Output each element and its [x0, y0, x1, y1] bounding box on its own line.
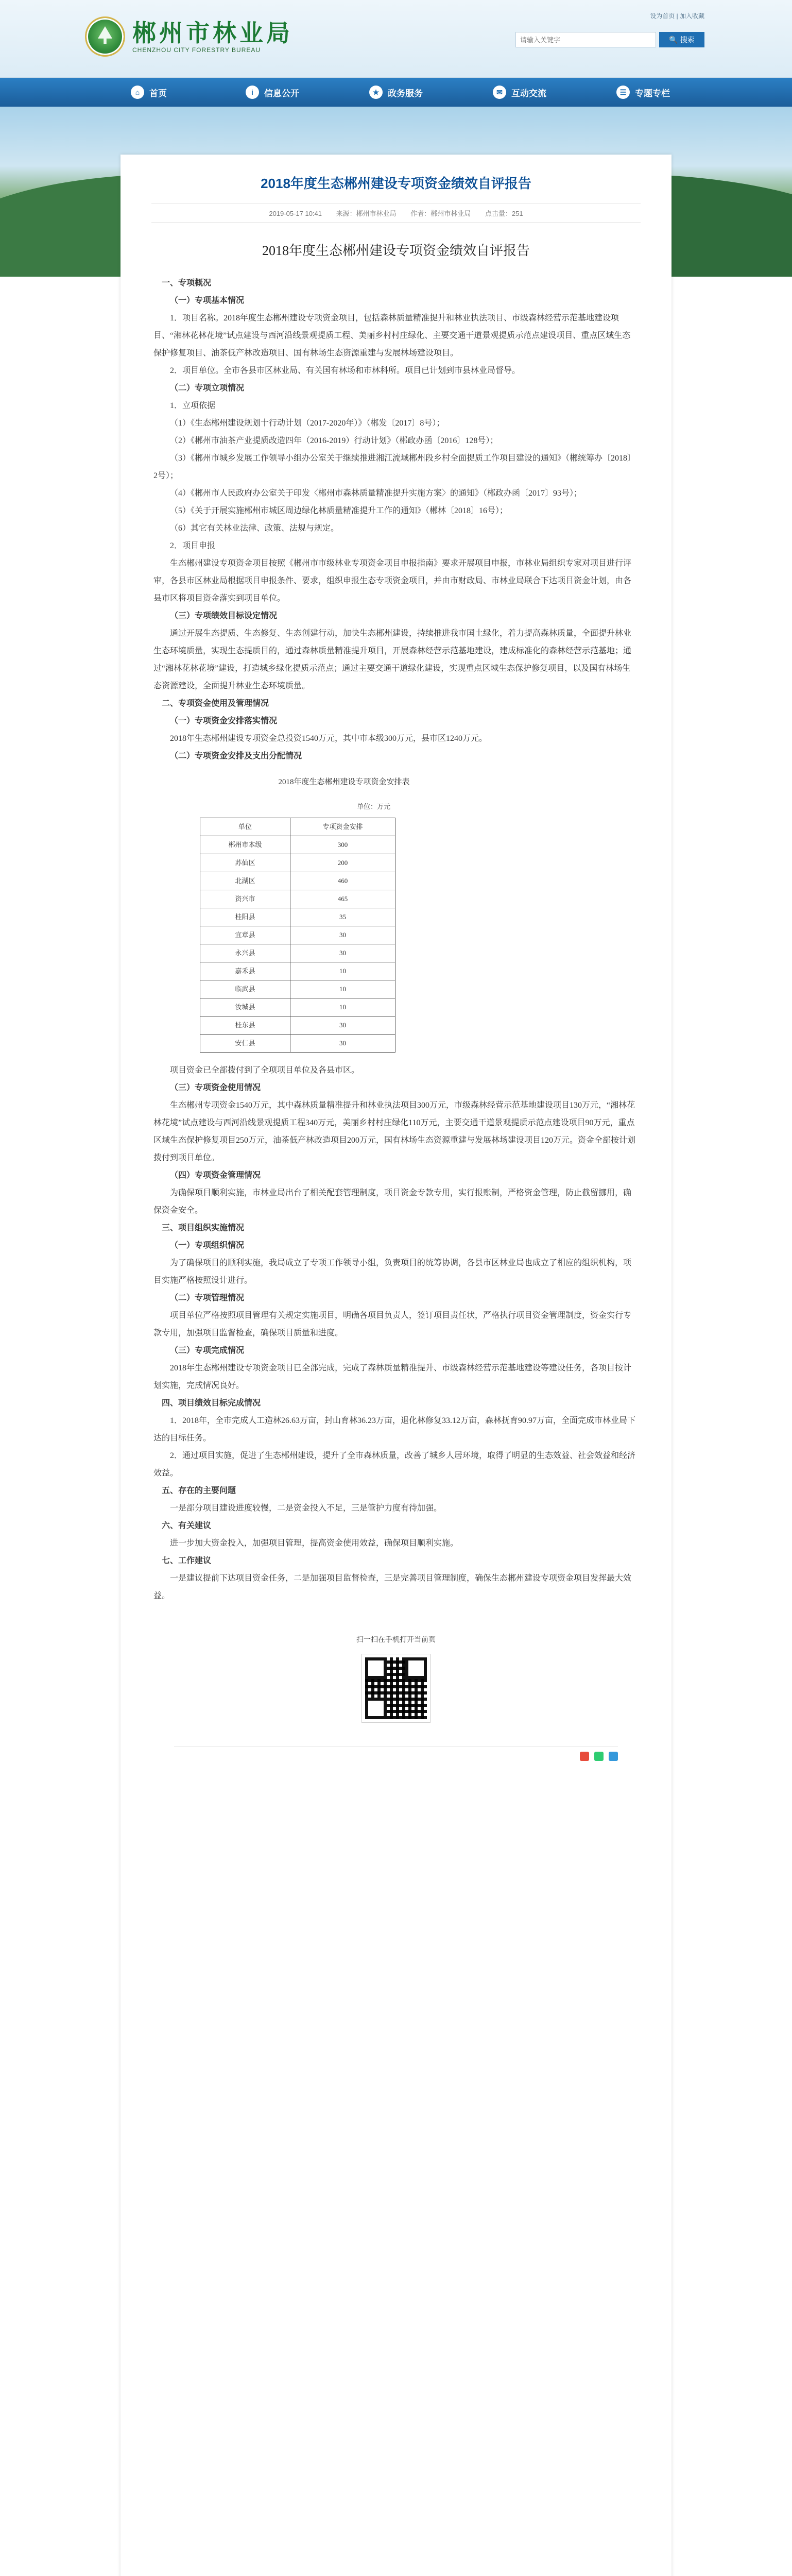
paragraph: 2018年生态郴州建设专项资金总投资1540万元，其中市本级300万元，县市区1240万元。: [170, 734, 488, 743]
table-cell: 460: [290, 872, 395, 890]
wechat-share-icon[interactable]: [594, 1752, 604, 1761]
home-icon: ⌂: [131, 86, 144, 99]
section-heading: （二）专项资金安排及支出分配情况: [170, 752, 302, 760]
table-header: 单位: [200, 818, 290, 836]
info-icon: i: [246, 86, 259, 99]
paragraph: 2．项目单位。全市各县市区林业局、有关国有林场和市林科所。项目已计划到市县林业局督导。: [170, 366, 521, 375]
section-heading: （一）专项组织情况: [170, 1241, 245, 1250]
nav-item-info[interactable]: i 信息公开: [211, 78, 334, 107]
nav-item-service[interactable]: ★ 政务服务: [334, 78, 458, 107]
section-heading: 五、存在的主要问题: [162, 1486, 236, 1495]
table-row: [200, 872, 395, 890]
paragraph: 生态郴州建设专项资金项目按照《郴州市市级林业专项资金项目申报指南》要求开展项目申报，市林业局组织专家对项目进行评审，各县市区林业局根据项目申报条件、要求，组织申报生态专项资金项目，并由市财政局、市林业局联合下达项目资金计划，由各县市区将项目资金落实到项目单位。: [153, 559, 632, 603]
table-cell: 嘉禾县: [200, 962, 290, 980]
table-cell: 200: [290, 854, 395, 872]
header-links[interactable]: 设为首页 | 加入收藏: [650, 12, 704, 20]
table-unit: 单位：万元: [356, 803, 390, 810]
search-icon: 🔍: [669, 35, 678, 44]
paragraph: （3）《郴州市城乡发展工作领导小组办公室关于继续推进湘江流域郴州段乡村全面提质工作项目建设的通知》（郴统筹办〔2018〕2号）；: [153, 454, 636, 480]
chat-icon: ✉: [493, 86, 506, 99]
section-heading: 三、项目组织实施情况: [162, 1224, 245, 1232]
section-heading: 六、有关建议: [162, 1521, 212, 1530]
funds-table: [200, 818, 395, 1053]
paragraph: 2．项目申报: [170, 541, 216, 550]
table-row: [200, 890, 395, 908]
table-cell: 30: [290, 1035, 395, 1053]
section-heading: （一）专项基本情况: [170, 296, 245, 305]
article-author: 作者：郴州市林业局: [410, 210, 471, 217]
nav-item-home[interactable]: ⌂ 首页: [87, 78, 211, 107]
table-cell: 宜章县: [200, 926, 290, 944]
paragraph: （5）《关于开展实施郴州市城区周边绿化林质量精准提升工作的通知》（郴林〔2018〕16号）；: [170, 506, 508, 515]
table-cell: 30: [290, 944, 395, 962]
table-row: [200, 854, 395, 872]
paragraph: 通过开展生态提质、生态修复、生态创建行动，加快生态郴州建设，持续推进我市国土绿化，着力提高森林质量，全面提升林业生态环境质量，实现生态提质目的，通过森林质量精准提升项目，开展森林经营示范基地建设，建成标准化的森林经营示范基地；通过“湘林花林花境”建设，打造城乡绿化提质示范点；通过主要交通干道绿化建设，实现重点区域生态保护修复项目，以及国有林场生态资源建设，全面提升林业生态环境质量。: [153, 629, 632, 690]
table-cell: 汝城县: [200, 998, 290, 1016]
table-cell: 临武县: [200, 980, 290, 998]
site-name: 郴州市林业局: [132, 20, 293, 46]
table-row: [200, 926, 395, 944]
service-icon: ★: [369, 86, 383, 99]
article-views: 点击量：251: [485, 210, 523, 217]
table-cell: 资兴市: [200, 890, 290, 908]
paragraph: 1．项目名称。2018年度生态郴州建设专项资金项目，包括森林质量精准提升和林业执法项目、市级森林经营示范基地建设项目、“湘林花林花境”试点建设与西河沿线景观提质工程、美丽乡村村庄绿化、主要交通干道景观提质示范点建设项目、重点区域生态保护修复项目、油茶低产林改造项目、国有林场生态资源重建与发展林场建设项目。: [153, 314, 631, 358]
site-header: [0, 0, 792, 78]
search-input[interactable]: [515, 32, 656, 47]
table-cell: 北湖区: [200, 872, 290, 890]
qzone-share-icon[interactable]: [609, 1752, 618, 1761]
table-cell: 30: [290, 926, 395, 944]
paragraph: 2．通过项目实施，促进了生态郴州建设，提升了全市森林质量，改善了城乡人居环境，取得了明显的生态效益、社会效益和经济效益。: [153, 1451, 636, 1478]
section-heading: （三）专项资金使用情况: [170, 1083, 261, 1092]
article-meta: [151, 204, 641, 223]
weibo-share-icon[interactable]: [580, 1752, 589, 1761]
search-bar: [515, 32, 704, 47]
section-heading: （四）专项资金管理情况: [170, 1171, 261, 1180]
document-title: 2018年度生态郴州建设专项资金绩效自评报告: [262, 243, 530, 258]
article-source: 来源：郴州市林业局: [336, 210, 397, 217]
site-logo[interactable]: [85, 16, 293, 57]
table-caption: 2018年度生态郴州建设专项资金安排表: [278, 778, 410, 786]
section-heading: 一、专项概况: [162, 279, 212, 287]
section-heading: （二）专项管理情况: [170, 1294, 245, 1302]
paragraph: 为确保项目顺利实施，市林业局出台了相关配套管理制度，项目资金专款专用，实行报账制，严格资金管理，防止截留挪用，确保资金安全。: [153, 1189, 632, 1215]
paragraph: 一是建议提前下达项目资金任务，二是加强项目监督检查，三是完善项目管理制度，确保生态郴州建设专项资金项目发挥最大效益。: [153, 1574, 632, 1600]
table-cell: 10: [290, 980, 395, 998]
table-row: [200, 962, 395, 980]
table-cell: 安仁县: [200, 1035, 290, 1053]
table-cell: 郴州市本级: [200, 836, 290, 854]
nav-item-topics[interactable]: ☰ 专题专栏: [581, 78, 705, 107]
qr-section: [153, 1631, 639, 1722]
nav-item-interact[interactable]: ✉ 互动交流: [458, 78, 581, 107]
table-cell: 30: [290, 1016, 395, 1035]
table-row: [200, 944, 395, 962]
article-body: [120, 275, 672, 1766]
table-row: [200, 836, 395, 854]
article-title: 2018年度生态郴州建设专项资金绩效自评报告: [261, 176, 531, 191]
article-panel: [120, 155, 672, 2576]
paragraph: （1）《生态郴州建设规划十行动计划（2017-2020年）》（郴发〔2017〕8号）；: [170, 419, 445, 428]
table-cell: 苏仙区: [200, 854, 290, 872]
article-date: 2019-05-17 10:41: [269, 210, 322, 217]
section-heading: 二、专项资金使用及管理情况: [162, 699, 269, 708]
table-cell: 300: [290, 836, 395, 854]
search-button[interactable]: [659, 32, 704, 47]
table-row: [200, 1035, 395, 1053]
paragraph: 项目单位严格按照项目管理有关规定实施项目，明确各项目负责人，签订项目责任状，严格执行项目资金管理制度，资金实行专款专用，加强项目监督检查，确保项目质量和进度。: [153, 1311, 632, 1337]
section-heading: 七、工作建议: [162, 1556, 212, 1565]
paragraph: 一是部分项目建设进度较慢，二是资金投入不足，三是管护力度有待加强。: [170, 1504, 442, 1513]
paragraph: 为了确保项目的顺利实施，我局成立了专项工作领导小组，负责项目的统筹协调，各县市区林业局也成立了相应的组织机构，项目实施严格按照设计进行。: [153, 1259, 632, 1285]
paragraph: 进一步加大资金投入，加强项目管理，提高资金使用效益，确保项目顺利实施。: [170, 1539, 459, 1548]
table-cell: 10: [290, 962, 395, 980]
table-cell: 永兴县: [200, 944, 290, 962]
paragraph: 项目资金已全部拨付到了全项项目单位及各县市区。: [170, 1066, 360, 1075]
share-bar: [174, 1746, 618, 1766]
table-cell: 35: [290, 908, 395, 926]
section-heading: 四、项目绩效目标完成情况: [162, 1399, 261, 1408]
qr-label: 扫一扫在手机打开当前页: [356, 1635, 436, 1643]
section-heading: （三）专项完成情况: [170, 1346, 245, 1355]
section-heading: （一）专项资金安排落实情况: [170, 717, 278, 725]
search-button-label: 搜索: [680, 36, 695, 44]
table-header: 专项资金安排: [290, 818, 395, 836]
main-nav: [0, 78, 792, 107]
site-name-en: CHENZHOU CITY FORESTRY BUREAU: [132, 46, 261, 54]
table-row: [200, 908, 395, 926]
table-row: [200, 1016, 395, 1035]
paragraph: 2018年生态郴州建设专项资金项目已全部完成，完成了森林质量精准提升、市级森林经营示范基地建设等建设任务，各项目按计划实施，完成情况良好。: [153, 1364, 632, 1390]
paragraph: （2）《郴州市油茶产业提质改造四年（2016-2019）行动计划》（郴政办函〔2016〕128号）；: [170, 436, 498, 445]
section-heading: （二）专项立项情况: [170, 384, 245, 393]
table-cell: 桂阳县: [200, 908, 290, 926]
paragraph: （4）《郴州市人民政府办公室关于印发〈郴州市森林质量精准提升实施方案〉的通知》（郴政办函〔2017〕93号）；: [170, 489, 582, 498]
table-row: [200, 980, 395, 998]
section-heading: （三）专项绩效目标设定情况: [170, 612, 278, 620]
topic-icon: ☰: [616, 86, 630, 99]
paragraph: 生态郴州专项资金1540万元，其中森林质量精准提升和林业执法项目300万元，市级森林经营示范基地建设项目130万元，“湘林花林花境”试点建设与西河沿线景观提质工程340万元，美丽乡村村庄绿化110万元，主要交通干道景观提质示范点建设项目90万元，重点区域生态保护修复项目250万元，油茶低产林改造项目200万元，国有林场生态资源重建与发展林场建设项目120万元。资金全部按计划拨付到项目单位。: [153, 1101, 636, 1162]
funds-table-block: [200, 773, 488, 1053]
table-cell: 桂东县: [200, 1016, 290, 1035]
forestry-emblem-icon: [85, 16, 125, 57]
table-cell: 10: [290, 998, 395, 1016]
table-header-row: [200, 818, 395, 836]
paragraph: 1．立项依据: [170, 401, 216, 410]
qr-code-icon: [362, 1654, 430, 1722]
table-row: [200, 998, 395, 1016]
table-cell: 465: [290, 890, 395, 908]
paragraph: 1．2018年，全市完成人工造林26.63万亩，封山育林36.23万亩，退化林修复33.12万亩，森林抚育90.97万亩，全面完成市林业局下达的目标任务。: [153, 1416, 636, 1443]
paragraph: （6）其它有关林业法律、政策、法规与规定。: [170, 524, 339, 533]
